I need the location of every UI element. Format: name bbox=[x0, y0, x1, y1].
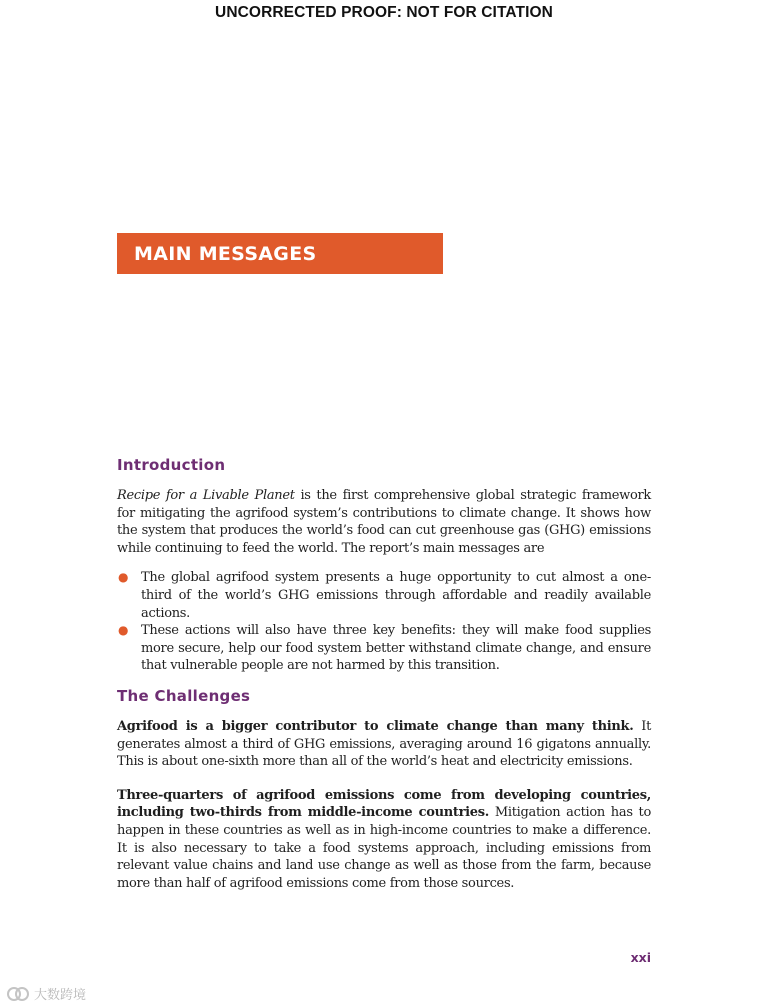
paragraph-text: It generates almost a third of GHG emissions, averaging around 16 gigatons annually. This is about one-sixth more than all of the world’s heat and electricity emissions. bbox=[117, 719, 651, 770]
bullet-icon: ● bbox=[118, 570, 129, 585]
introduction-section bbox=[117, 456, 651, 675]
report-title: Recipe for a Livable Planet bbox=[117, 488, 295, 503]
list-item bbox=[117, 622, 651, 675]
list-item-text: The global agrifood system presents a huge opportunity to cut almost a one-third of the world’s GHG emissions through affordable and readily available actions. bbox=[141, 570, 651, 621]
section-banner bbox=[117, 233, 443, 274]
watermark-text: 大数跨境 bbox=[34, 988, 87, 1003]
challenges-paragraph-2 bbox=[117, 787, 651, 893]
bullet-icon: ● bbox=[118, 623, 129, 638]
watermark bbox=[6, 984, 86, 1003]
main-messages-list bbox=[117, 569, 651, 675]
paragraph-text: Mitigation action has to happen in these countries as well as in high-income countries to make a difference. It is also necessary to take a food systems approach, including emissions from relevant value chains and land use change as well as those from the farm, because more than half of agrifood emissions come from those sources. bbox=[117, 805, 651, 891]
proof-notice: UNCORRECTED PROOF: NOT FOR CITATION bbox=[215, 4, 553, 21]
paragraph-lead: Three-quarters of agrifood emissions come from developing countries, including two-thirds from middle-income countries. bbox=[117, 787, 651, 821]
page-number: xxi bbox=[630, 950, 651, 965]
introduction-heading: Introduction bbox=[117, 456, 226, 474]
introduction-text: is the first comprehensive global strategic framework for mitigating the agrifood system’s contributions to climate change. It shows how the system that produces the world’s food can cut greenhouse gas (GHG) emissions while continuing to feed the world. The report’s main messages are bbox=[117, 488, 651, 556]
challenges-heading: The Challenges bbox=[117, 687, 251, 705]
challenges-paragraph-1 bbox=[117, 718, 651, 771]
paragraph-lead: Agrifood is a bigger contributor to climate change than many think. bbox=[117, 719, 634, 734]
introduction-paragraph bbox=[117, 487, 651, 557]
banner-title: MAIN MESSAGES bbox=[134, 242, 317, 265]
list-item bbox=[117, 569, 651, 622]
watermark-logo-icon bbox=[6, 986, 30, 1002]
challenges-section bbox=[117, 687, 651, 892]
list-item-text: These actions will also have three key benefits: they will make food supplies more secure, help our food system better withstand climate change, and ensure that vulnerable people are not harmed by this transition. bbox=[141, 623, 651, 674]
